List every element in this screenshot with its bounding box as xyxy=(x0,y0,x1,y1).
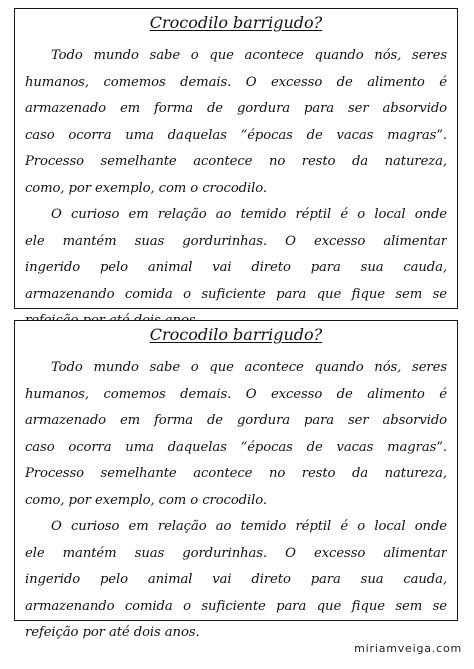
card-body xyxy=(25,355,447,647)
text-line: Todo mundo sabe o que acontece quando nós, seres xyxy=(51,360,447,375)
text-line: O curioso em relação ao temido réptil é o local onde xyxy=(51,207,447,222)
text-line: Todo mundo sabe o que acontece quando nós, seres xyxy=(51,48,447,63)
text-card-2 xyxy=(14,320,458,640)
text-line: caso ocorra uma daquelas “épocas de vacas magras”. xyxy=(25,439,447,455)
text-line: armazenando comida o suficiente para que fique sem se xyxy=(25,598,447,614)
text-line: como, por exemplo, com o crocodilo. xyxy=(25,492,267,508)
text-card-1 xyxy=(14,8,458,309)
card-title: Crocodilo barrigudo? xyxy=(149,13,323,32)
text-line: armazenando comida o suficiente para que fique sem se xyxy=(25,286,447,302)
text-line: refeição por até dois anos. xyxy=(25,625,200,640)
text-line: como, por exemplo, com o crocodilo. xyxy=(25,180,267,196)
text-line: ele mantém suas gordurinhas. O excesso alimentar xyxy=(25,233,447,249)
text-line: Processo semelhante acontece no resto da natureza, xyxy=(25,154,447,169)
card-title: Crocodilo barrigudo? xyxy=(149,325,323,344)
text-line: caso ocorra uma daquelas “épocas de vacas magras”. xyxy=(25,127,447,143)
site-signature: miriamveiga.com xyxy=(354,642,462,655)
text-line: armazenado em forma de gordura para ser absorvido xyxy=(25,413,447,428)
text-line: ele mantém suas gordurinhas. O excesso alimentar xyxy=(25,545,447,561)
text-line: Processo semelhante acontece no resto da natureza, xyxy=(25,466,447,481)
card-body xyxy=(25,43,447,335)
text-line: ingerido pelo animal vai direto para sua cauda, xyxy=(25,572,447,587)
text-line: humanos, comemos demais. O excesso de alimento é xyxy=(25,386,447,402)
text-line: O curioso em relação ao temido réptil é o local onde xyxy=(51,519,447,534)
text-line: armazenado em forma de gordura para ser absorvido xyxy=(25,101,447,116)
text-line: ingerido pelo animal vai direto para sua cauda, xyxy=(25,260,447,275)
text-line: humanos, comemos demais. O excesso de alimento é xyxy=(25,74,447,90)
